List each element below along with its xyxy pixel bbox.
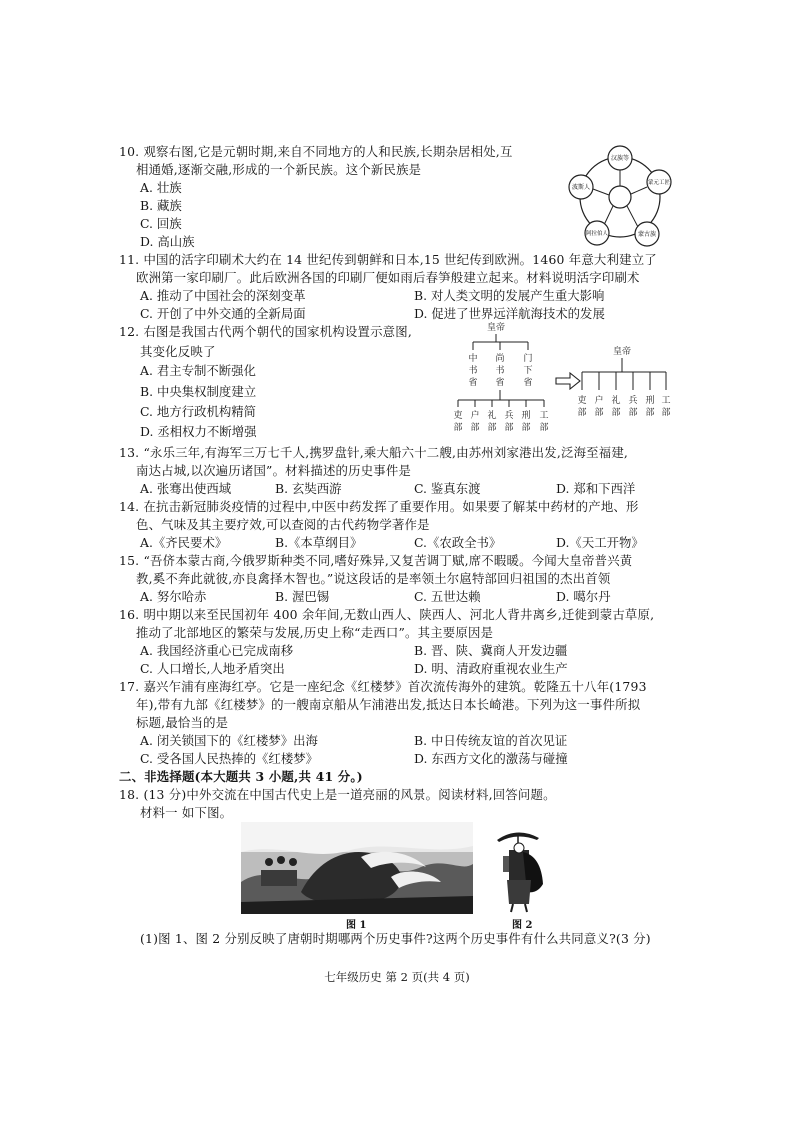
q10-node-craftsmen: 蒙元工匠 [647, 180, 671, 186]
svg-text:省: 省 [468, 378, 478, 388]
svg-text:吏: 吏 [453, 411, 463, 421]
q18-figure-1-caption: 图 1 [346, 920, 367, 931]
q14-option-c: C.《农政全书》 [414, 535, 502, 550]
q16-stem-line2: 推动了北部地区的繁荣与发展,历史上称“走西口”。其主要原因是 [136, 625, 494, 640]
q12-government-structure-diagram [448, 318, 688, 443]
svg-text:部: 部 [611, 408, 621, 418]
section-heading: 二、非选择题(本大题共 3 小题,共 41 分。) [119, 769, 363, 784]
q13-option-a: A. 张骞出使西域 [140, 481, 232, 496]
q16-stem-line1: 16. 明中期以来至民国初年 400 余年间,无数山西人、陕西人、河北人背井离乡,迁徙到蒙古草原, [119, 607, 655, 622]
q17-option-c: C. 受各国人民热捧的《红楼梦》 [140, 751, 318, 766]
q11-option-d: D. 促进了世界远洋航海技术的发展 [414, 306, 605, 321]
q11-option-c: C. 开创了中外交通的全新局面 [140, 306, 306, 321]
q13-option-c: C. 鉴真东渡 [414, 481, 481, 496]
q18-figure-1-ship-painting [241, 822, 473, 914]
q13-option-d: D. 郑和下西洋 [556, 481, 636, 496]
q11-option-a: A. 推动了中国社会的深刻变革 [140, 288, 306, 303]
q10-option-c: C. 回族 [140, 216, 182, 231]
svg-text:中: 中 [468, 354, 478, 364]
q12-right-emperor: 皇帝 [612, 347, 632, 357]
q12-option-c: C. 地方行政机构精简 [140, 404, 257, 419]
q10-node-arab: 阿拉伯人 [585, 231, 609, 237]
q14-option-d: D.《天工开物》 [556, 535, 644, 550]
svg-text:部: 部 [628, 408, 638, 418]
q17-stem-line2: 年),带有九部《红楼梦》的一艘南京船从乍浦港出发,抵达日本长崎港。下列为这一事件所拟 [136, 697, 641, 712]
svg-text:工: 工 [539, 411, 549, 421]
q12-left-emperor: 皇帝 [486, 323, 506, 333]
svg-text:书: 书 [468, 366, 478, 376]
q13-option-b: B. 玄奘西游 [275, 481, 342, 496]
q10-node-mongol: 蒙古族 [637, 231, 657, 238]
svg-text:部: 部 [661, 408, 671, 418]
svg-text:部: 部 [504, 423, 514, 433]
q10-node-han: 汉族等 [610, 155, 630, 162]
svg-text:省: 省 [523, 378, 533, 388]
q15-option-a: A. 努尔哈赤 [140, 589, 207, 604]
svg-text:书: 书 [495, 366, 505, 376]
q18-figure-2-caption: 图 2 [512, 920, 533, 931]
q10-option-b: B. 藏族 [140, 198, 182, 213]
svg-text:部: 部 [470, 423, 480, 433]
arrow-right-icon [556, 373, 580, 389]
q13-stem-line2: 南达占城,以次遍历诸国”。材料描述的历史事件是 [136, 463, 412, 478]
q16-option-c: C. 人口增长,人地矛盾突出 [140, 661, 285, 676]
q15-option-c: C. 五世达赖 [414, 589, 481, 604]
q15-stem-line2: 教,奚不奔此就彼,亦良禽择木智也。”说这段话的是率领土尔扈特部回归祖国的杰出首领 [136, 571, 611, 586]
svg-text:部: 部 [453, 423, 463, 433]
q18-material-1-label: 材料一 如下图。 [140, 805, 233, 820]
q18-figure-2-monk-traveler [493, 822, 553, 914]
svg-text:礼: 礼 [611, 396, 621, 406]
q10-stem-line2: 相通婚,逐渐交融,形成的一个新民族。这个新民族是 [136, 162, 422, 177]
q12-stem-line1: 12. 右图是我国古代两个朝代的国家机构设置示意图, [119, 324, 412, 339]
q15-option-d: D. 噶尔丹 [556, 589, 611, 604]
q17-option-b: B. 中日传统友谊的首次见证 [414, 733, 568, 748]
svg-text:省: 省 [495, 378, 505, 388]
q14-option-a: A.《齐民要术》 [140, 535, 228, 550]
svg-text:门: 门 [523, 354, 533, 364]
svg-text:部: 部 [577, 408, 587, 418]
q12-option-b: B. 中央集权制度建立 [140, 384, 257, 399]
svg-text:部: 部 [487, 423, 497, 433]
svg-text:刑: 刑 [521, 411, 531, 421]
svg-text:工: 工 [661, 396, 671, 406]
q17-stem-line3: 标题,最恰当的是 [136, 715, 229, 730]
q11-stem-line2: 欧洲第一家印刷厂。此后欧洲各国的印刷厂便如雨后春笋般建立起来。材料说明活字印刷术 [136, 270, 640, 285]
q17-stem-line1: 17. 嘉兴乍浦有座海红亭。它是一座纪念《红楼梦》首次流传海外的建筑。乾隆五十八年(1793 [119, 679, 647, 694]
q13-stem-line1: 13. “永乐三年,有海军三万七千人,携罗盘针,乘大船六十二艘,由苏州刘家港出发,泛海至福建, [119, 445, 629, 460]
svg-text:礼: 礼 [487, 411, 497, 421]
q10-option-a: A. 壮族 [140, 180, 182, 195]
svg-text:刑: 刑 [645, 396, 655, 406]
svg-text:户: 户 [470, 411, 480, 421]
q12-option-a: A. 君主专制不断强化 [140, 363, 256, 378]
svg-text:兵: 兵 [504, 411, 514, 421]
q10-ethnic-circle-diagram [565, 145, 675, 248]
q10-node-persian: 波斯人 [571, 184, 591, 191]
svg-text:下: 下 [523, 366, 533, 376]
svg-text:户: 户 [594, 396, 604, 406]
q16-option-d: D. 明、清政府重视农业生产 [414, 661, 568, 676]
q18-stem: 18. (13 分)中外交流在中国古代史上是一道亮丽的风景。阅读材料,回答问题。 [119, 787, 556, 802]
q14-option-b: B.《本草纲目》 [275, 535, 363, 550]
q17-option-a: A. 闭关锁国下的《红楼梦》出海 [140, 733, 318, 748]
q11-option-b: B. 对人类文明的发展产生重大影响 [414, 288, 605, 303]
q11-stem-line1: 11. 中国的活字印刷术大约在 14 世纪传到朝鲜和日本,15 世纪传到欧洲。1460 年意大利建立了 [119, 252, 657, 267]
q12-stem-line2: 其变化反映了 [140, 344, 216, 359]
q14-stem-line1: 14. 在抗击新冠肺炎疫情的过程中,中医中药发挥了重要作用。如果要了解某中药材的产地、形 [119, 499, 639, 514]
q14-stem-line2: 色、气味及其主要疗效,可以查阅的古代药物学著作是 [136, 517, 430, 532]
q10-option-d: D. 高山族 [140, 234, 195, 249]
q15-option-b: B. 渥巴锡 [275, 589, 330, 604]
q17-option-d: D. 东西方文化的激荡与碰撞 [414, 751, 568, 766]
svg-text:部: 部 [539, 423, 549, 433]
q10-stem-line1: 10. 观察右图,它是元朝时期,来自不同地方的人和民族,长期杂居相处,互 [119, 144, 513, 159]
q18-sub-question-1: (1)图 1、图 2 分别反映了唐朝时期哪两个历史事件?这两个历史事件有什么共同意义?(3 分) [140, 931, 651, 946]
q15-stem-line1: 15. “吾侪本蒙古商,今俄罗斯种类不同,嗜好殊异,又复苦调丁赋,席不暇暖。今闻大皇帝普兴黄 [119, 553, 633, 568]
svg-text:部: 部 [594, 408, 604, 418]
svg-text:部: 部 [521, 423, 531, 433]
q16-option-b: B. 晋、陕、冀商人开发边疆 [414, 643, 568, 658]
svg-text:吏: 吏 [577, 396, 587, 406]
q16-option-a: A. 我国经济重心已完成南移 [140, 643, 294, 658]
page-footer: 七年级历史 第 2 页(共 4 页) [324, 970, 470, 984]
svg-text:尚: 尚 [495, 354, 505, 364]
svg-text:部: 部 [645, 408, 655, 418]
svg-text:兵: 兵 [628, 396, 638, 406]
q12-option-d: D. 丞相权力不断增强 [140, 424, 257, 439]
